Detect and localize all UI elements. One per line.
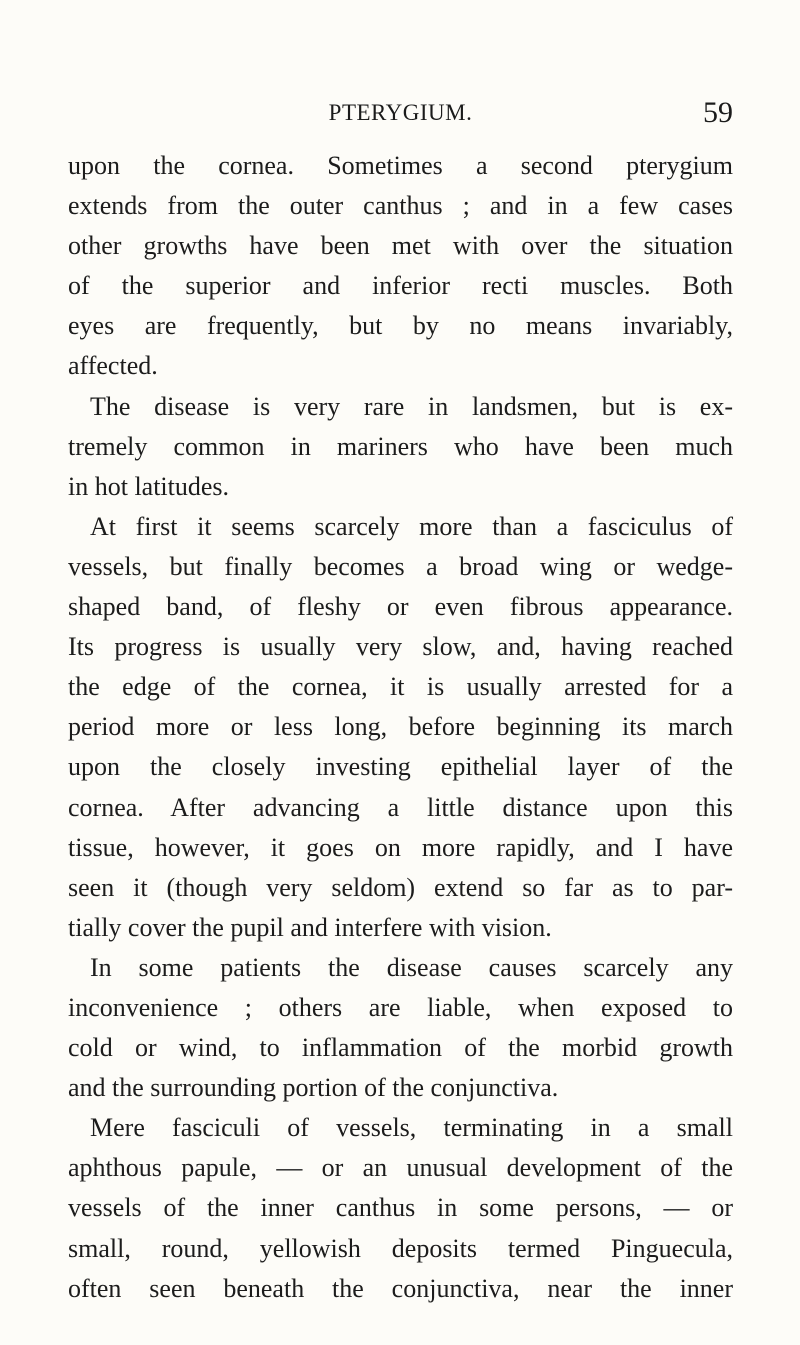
text-line: Mere fasciculi of vessels, terminating in a small [90, 1113, 733, 1143]
text-line: vessels, but finally becomes a broad wing or wedge- [68, 551, 733, 581]
text-line: tremely common in mariners who have been much [68, 431, 733, 461]
text-line: of the superior and inferior recti muscles. Both [68, 271, 733, 301]
text-line: vessels of the inner canthus in some persons, — or [68, 1193, 733, 1223]
text-line: in hot latitudes. [68, 471, 230, 501]
text-line: eyes are frequently, but by no means invariably, [68, 311, 733, 341]
text-line: cold or wind, to inflammation of the morbid growth [68, 1033, 733, 1063]
text-line: shaped band, of fleshy or even fibrous appearance. [68, 592, 733, 622]
text-line: period more or less long, before beginning its march [68, 712, 733, 742]
text-line: The disease is very rare in landsmen, but is ex- [90, 391, 733, 421]
page-header [68, 96, 733, 136]
body-text [68, 146, 733, 1309]
text-line: seen it (though very seldom) extend so far as to par- [68, 872, 733, 902]
text-line: often seen beneath the conjunctiva, near the inner [68, 1273, 733, 1303]
running-head: PTERYGIUM. [328, 100, 473, 125]
text-line: small, round, yellowish deposits termed Pinguecula, [68, 1233, 733, 1263]
text-line: upon the cornea. Sometimes a second pterygium [68, 151, 733, 180]
text-line: cornea. After advancing a little distance upon this [68, 792, 733, 822]
text-line: Its progress is usually very slow, and, having reached [68, 632, 733, 662]
text-line: At first it seems scarcely more than a fasciculus of [90, 511, 733, 541]
text-line: tissue, however, it goes on more rapidly, and I have [68, 832, 733, 862]
text-line: affected. [68, 351, 158, 381]
text-line: inconvenience ; others are liable, when exposed to [68, 992, 733, 1022]
page-number: 59 [703, 96, 733, 129]
text-line: In some patients the disease causes scarcely any [90, 952, 733, 982]
text-line: and the surrounding portion of the conjunctiva. [68, 1073, 559, 1103]
text-line: the edge of the cornea, it is usually arrested for a [68, 672, 733, 702]
text-line: other growths have been met with over the situation [68, 231, 733, 261]
text-line: upon the closely investing epithelial layer of the [68, 752, 733, 782]
text-line: tially cover the pupil and interfere with vision. [68, 912, 552, 942]
text-line: aphthous papule, — or an unusual development of the [68, 1153, 733, 1183]
text-line: extends from the outer canthus ; and in a few cases [68, 191, 733, 221]
